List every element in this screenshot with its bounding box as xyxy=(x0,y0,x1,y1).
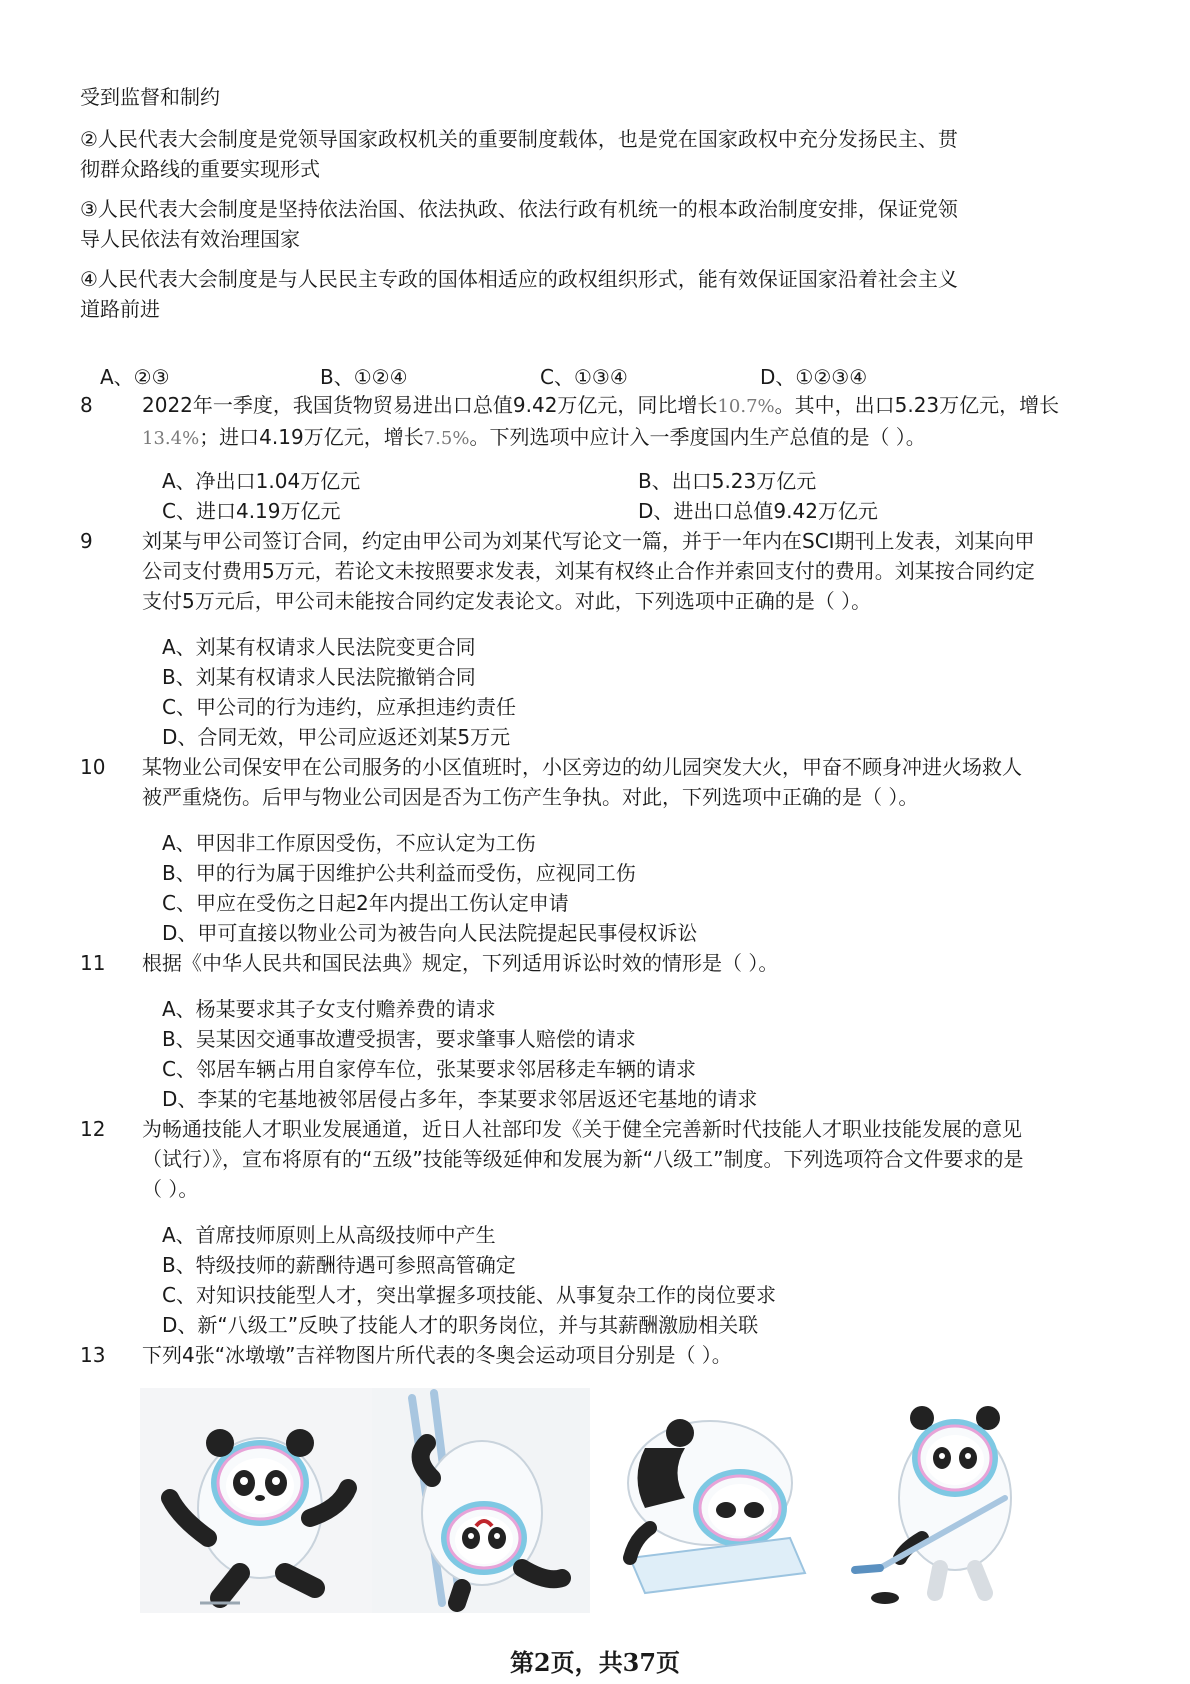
mascot-sled-image xyxy=(590,1388,830,1613)
q7-option-d[interactable]: D、①②③④ xyxy=(760,365,868,389)
q7-statement-4: ④人民代表大会制度是与人民民主专政的国体相适应的政权组织形式，能有效保证国家沿着社会主义 道路前进 xyxy=(80,267,958,321)
q8-option-a[interactable]: A、净出口1.04万亿元 xyxy=(162,469,361,493)
q12-option-a[interactable]: A、首席技师原则上从高级技师中产生 xyxy=(162,1223,496,1247)
q7-option-a[interactable]: A、②③ xyxy=(100,365,170,389)
mascot-images xyxy=(140,1388,1070,1613)
q8-option-b[interactable]: B、出口5.23万亿元 xyxy=(638,469,817,493)
q7-option-b[interactable]: B、①②④ xyxy=(320,365,408,389)
q11-stem: 根据《中华人民共和国民法典》规定，下列适用诉讼时效的情形是（ ）。 xyxy=(142,951,779,975)
mascot-ice-hockey-image xyxy=(830,1388,1070,1613)
q9-option-b[interactable]: B、刘某有权请求人民法院撤销合同 xyxy=(162,665,476,689)
q7-continued-text: 受到监督和制约 xyxy=(80,85,220,109)
question-number: 10 xyxy=(80,755,106,779)
q8-option-d[interactable]: D、进出口总值9.42万亿元 xyxy=(638,499,878,523)
q8-option-c[interactable]: C、进口4.19万亿元 xyxy=(162,499,341,523)
mascot-speed-skating-image xyxy=(140,1388,372,1613)
q7-options xyxy=(100,362,1000,392)
q11-option-b[interactable]: B、吴某因交通事故遭受损害，要求肇事人赔偿的请求 xyxy=(162,1027,636,1051)
q12-stem: 为畅通技能人才职业发展通道，近日人社部印发《关于健全完善新时代技能人才职业技能发展的意见 （试行）》，宣布将原有的“五级”技能等级延伸和发展为新“八级工”制度。下列选项符合文件要求的是 （ ）。 xyxy=(142,1117,1024,1201)
q9-option-c[interactable]: C、甲公司的行为违约，应承担违约责任 xyxy=(162,695,516,719)
q10-option-a[interactable]: A、甲因非工作原因受伤，不应认定为工伤 xyxy=(162,831,536,855)
question-number: 12 xyxy=(80,1117,106,1141)
q9-option-a[interactable]: A、刘某有权请求人民法院变更合同 xyxy=(162,635,476,659)
page-footer: 第2页，共37页 xyxy=(509,1648,681,1677)
q10-option-c[interactable]: C、甲应在受伤之日起2年内提出工伤认定申请 xyxy=(162,891,569,915)
q12-option-c[interactable]: C、对知识技能型人才，突出掌握多项技能、从事复杂工作的岗位要求 xyxy=(162,1283,776,1307)
question-number: 11 xyxy=(80,951,106,975)
q11-option-a[interactable]: A、杨某要求其子女支付赡养费的请求 xyxy=(162,997,496,1021)
q9-option-d[interactable]: D、合同无效，甲公司应返还刘某5万元 xyxy=(162,725,511,749)
q11-option-c[interactable]: C、邻居车辆占用自家停车位，张某要求邻居移走车辆的请求 xyxy=(162,1057,696,1081)
q11-option-d[interactable]: D、李某的宅基地被邻居侵占多年，李某要求邻居返还宅基地的请求 xyxy=(162,1087,758,1111)
q12-option-b[interactable]: B、特级技师的薪酬待遇可参照高管确定 xyxy=(162,1253,516,1277)
q12-option-d[interactable]: D、新“八级工”反映了技能人才的职务岗位，并与其薪酬激励相关联 xyxy=(162,1313,759,1337)
q10-option-b[interactable]: B、甲的行为属于因维护公共利益而受伤，应视同工伤 xyxy=(162,861,636,885)
question-number: 8 xyxy=(80,393,93,417)
q8-stem: 2022年一季度，我国货物贸易进出口总值9.42万亿元，同比增长10.7%。其中，出口5.23万亿元，增长 13.4%；进口4.19万亿元，增长7.5%。下列选项中应计入一季度国内生产总值的是（ ）。 xyxy=(142,393,1060,449)
q7-option-c[interactable]: C、①③④ xyxy=(540,365,628,389)
q9-stem: 刘某与甲公司签订合同，约定由甲公司为刘某代写论文一篇，并于一年内在SCI期刊上发表，刘某向甲 公司支付费用5万元，若论文未按照要求发表，刘某有权终止合作并索回支付的费用。刘某按合同约定 支付5万元后，甲公司未能按合同约定发表论文。对此，下列选项中正确的是（ ）。 xyxy=(142,529,1035,613)
q13-stem: 下列4张“冰墩墩”吉祥物图片所代表的冬奥会运动项目分别是（ ）。 xyxy=(142,1343,732,1367)
question-number: 9 xyxy=(80,529,93,553)
q10-option-d[interactable]: D、甲可直接以物业公司为被告向人民法院提起民事侵权诉讼 xyxy=(162,921,698,945)
q10-stem: 某物业公司保安甲在公司服务的小区值班时，小区旁边的幼儿园突发大火，甲奋不顾身冲进火场救人 被严重烧伤。后甲与物业公司因是否为工伤产生争执。对此，下列选项中正确的是（ ）。 xyxy=(142,755,1022,809)
mascot-skiing-image xyxy=(372,1388,590,1613)
question-number: 13 xyxy=(80,1343,106,1367)
q7-statement-3: ③人民代表大会制度是坚持依法治国、依法执政、依法行政有机统一的根本政治制度安排，保证党领 导人民依法有效治理国家 xyxy=(80,197,958,251)
q7-statement-2: ②人民代表大会制度是党领导国家政权机关的重要制度载体，也是党在国家政权中充分发扬民主、贯 彻群众路线的重要实现形式 xyxy=(80,127,958,181)
